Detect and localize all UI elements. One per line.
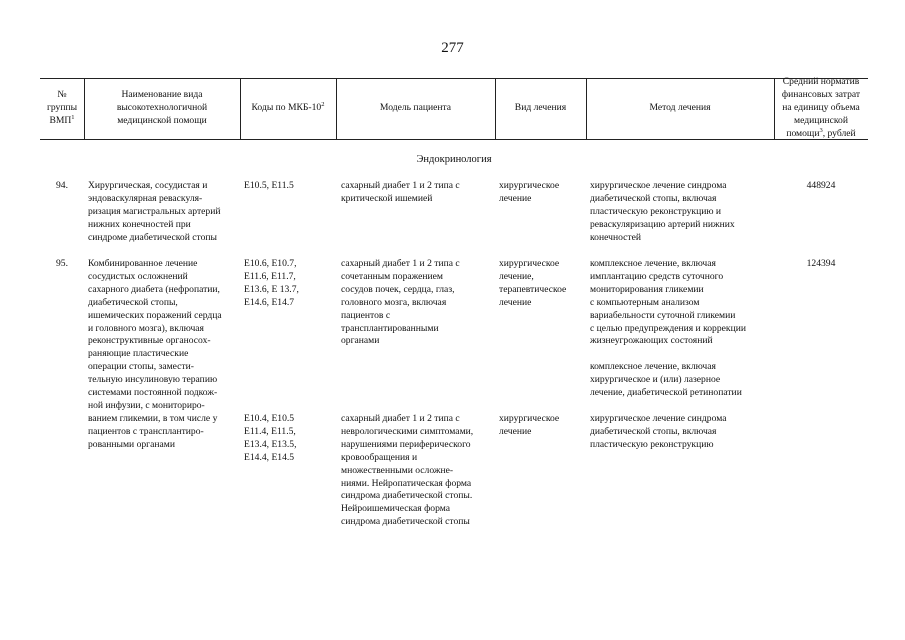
row-95a-patient-model: [341, 258, 460, 348]
text-line: ниями. Нейропатическая форма: [341, 477, 472, 489]
header-text-line: [47, 115, 77, 128]
text-line: нарушениями периферического: [341, 438, 471, 450]
text-line: ванием гликемии, в том числе у: [88, 412, 218, 424]
header-text: помощи: [786, 127, 820, 139]
text-line: с целью предупреждения и коррекции: [590, 322, 746, 334]
text-line: сочетанным поражением: [341, 270, 443, 282]
text-line: E14.6, E14.7: [244, 296, 295, 308]
text-line: комплексное лечение, включая: [590, 258, 716, 269]
text-line: ишемических поражений сердца: [88, 309, 222, 321]
text-line: сахарного диабета (нефропатии,: [88, 283, 220, 295]
text-line: хирургическое: [499, 258, 560, 269]
header-col-cost-norm: [774, 78, 868, 139]
text-line: лечение, диабетической ретинопатии: [590, 386, 742, 398]
text-line: синдрома диабетической стопы.: [341, 490, 473, 502]
text-line: критической ишемией: [341, 192, 433, 204]
row-95b-treatment-type: [499, 413, 559, 439]
row-95-care-type: [88, 258, 222, 452]
header-text: Коды по МКБ-10: [251, 102, 322, 114]
text-line: нижних конечностей при: [88, 218, 191, 230]
header-text-line: финансовых затрат: [781, 89, 861, 101]
row-95a-icd-codes: [244, 258, 299, 310]
text-line: лечение,: [499, 270, 534, 282]
text-line: лечение: [499, 192, 532, 204]
text-line: E13.4, E13.5,: [244, 438, 297, 450]
text-line: органами: [341, 335, 380, 347]
text-line: и головного мозга), включая: [88, 322, 204, 334]
text-line: диабетической стопы, включая: [590, 192, 717, 204]
text-line: системами постоянной подкож-: [88, 387, 218, 399]
text-line: имплантацию средств суточного: [590, 270, 724, 282]
header-bottom-rule: [40, 139, 868, 140]
text-line: синдроме диабетической стопы: [88, 231, 217, 243]
row-95a-treatment-method-1: [590, 258, 746, 348]
row-95a-treatment-type: [499, 258, 566, 310]
footnote-marker: 1: [71, 113, 75, 121]
header-text-line: высокотехнологичной: [116, 102, 208, 114]
row-95b-patient-model: [341, 413, 473, 529]
header-text-line: Наименование вида: [121, 89, 203, 101]
text-line: операции стопы, замести-: [88, 361, 194, 373]
header-text-line: Средний норматив: [782, 76, 860, 88]
header-patient-model-text: Модель пациента: [379, 102, 452, 114]
text-line: Нейроишемическая форма: [341, 503, 450, 515]
header-text: ВМП: [49, 114, 72, 126]
header-text-line: медицинской помощи: [117, 114, 207, 126]
text-line: ризация магистральных артерий: [88, 205, 221, 217]
text-line: пациентов с: [341, 309, 391, 321]
page-number: 277: [441, 40, 464, 56]
text-line: сахарный диабет 1 и 2 типа с: [341, 258, 460, 269]
row-94-cost: 448924: [806, 180, 836, 191]
text-line: конечностей: [590, 231, 641, 243]
text-line: сахарный диабет 1 и 2 типа с: [341, 180, 460, 191]
text-line: E14.4, E14.5: [244, 451, 295, 463]
row-95-cost: 124394: [806, 258, 836, 269]
text-line: E13.6, E 13.7,: [244, 283, 299, 295]
text-line: лечение: [499, 425, 532, 437]
row-94-icd-codes: [244, 180, 294, 193]
header-treatment-method-text: Метод лечения: [649, 102, 711, 114]
text-line: жизнеугрожающих состояний: [590, 335, 713, 347]
row-94-number: 94.: [56, 180, 68, 191]
text-line: с компьютерным анализом: [590, 296, 700, 308]
row-94-treatment-type: [499, 180, 559, 206]
text-line: тельную инсулиновую терапию: [88, 374, 218, 386]
row-95b-treatment-method: [590, 413, 727, 452]
text-line: диабетической стопы,: [88, 296, 178, 308]
text-line: хирургическое и (или) лазерное: [590, 373, 721, 385]
header-cost-norm-text: [782, 76, 860, 141]
header-text-line: №: [57, 89, 67, 101]
text-line: Комбинированное лечение: [88, 258, 198, 269]
text-line: хирургическое: [499, 180, 560, 191]
text-line: хирургическое: [499, 413, 560, 424]
text-line: хирургическое лечение синдрома: [590, 180, 727, 191]
header-col-patient-model: [336, 78, 495, 139]
text-line: комплексное лечение, включая: [590, 361, 716, 372]
row-94-patient-model: [341, 180, 460, 206]
text-line: трансплантированными: [341, 322, 439, 334]
header-icd-codes-text: [252, 102, 325, 115]
text-line: сосудов почек, сердца, глаз,: [341, 283, 455, 295]
text-line: Хирургическая, сосудистая и: [88, 180, 208, 191]
text-line: E11.6, E11.7,: [244, 270, 296, 282]
text-line: множественными осложне-: [341, 464, 454, 476]
text-line: E10.6, E10.7,: [244, 258, 297, 269]
row-95-number: 95.: [56, 258, 68, 269]
text-line: сосудистых осложнений: [88, 270, 188, 282]
row-94-treatment-method: [590, 180, 735, 245]
header-care-type-text: [117, 89, 207, 128]
text-line: пластическую реконструкцию и: [590, 205, 722, 217]
text-line: E11.4, E11.5,: [244, 425, 296, 437]
header-col-icd-codes: [240, 78, 336, 139]
header-text-line: группы: [46, 102, 78, 114]
text-line: лечение: [499, 296, 532, 308]
text-line: хирургическое лечение синдрома: [590, 413, 727, 424]
text-line: пластическую реконструкцию: [590, 438, 714, 450]
text-line: пациентов с трансплантиро-: [88, 425, 204, 437]
text-line: диабетической стопы, включая: [590, 425, 717, 437]
header-col-treatment-method: [586, 78, 774, 139]
header-text-line: на единицу объема: [782, 102, 860, 114]
header-text: , рублей: [822, 127, 856, 139]
header-group-number-text: [47, 89, 77, 128]
text-line: сахарный диабет 1 и 2 типа с: [341, 413, 460, 424]
text-line: реконструктивные органосох-: [88, 335, 211, 347]
header-col-care-type: [84, 78, 240, 139]
text-line: E10.5, E11.5: [244, 180, 294, 191]
text-line: неврологическими симптомами,: [341, 425, 474, 437]
text-line: мониторирования гликемии: [590, 283, 704, 295]
row-95a-treatment-method-2: [590, 361, 742, 400]
text-line: рованными органами: [88, 438, 175, 450]
text-line: синдрома диабетической стопы: [341, 516, 470, 528]
section-title: Эндокринология: [416, 154, 492, 165]
text-line: терапевтическое: [499, 283, 567, 295]
footnote-marker: 3: [819, 126, 823, 134]
header-col-treatment-type: [495, 78, 586, 139]
text-line: реваскуляризацию артерий нижних: [590, 218, 735, 230]
text-line: эндоваскулярная реваскуля-: [88, 192, 203, 204]
text-line: E10.4, E10.5: [244, 413, 295, 424]
text-line: вариабельности суточной гликемии: [590, 309, 736, 321]
text-line: ной инфузии, с мониториро-: [88, 399, 205, 411]
text-line: кровообращения и: [341, 451, 418, 463]
header-text-line: медицинской: [794, 114, 848, 126]
row-95b-icd-codes: [244, 413, 297, 465]
header-col-group-number: [40, 78, 84, 139]
header-treatment-type-text: Вид лечения: [514, 102, 567, 114]
text-line: раняющие пластические: [88, 348, 189, 360]
row-94-care-type: [88, 180, 220, 245]
footnote-marker: 2: [321, 101, 325, 109]
text-line: головного мозга, включая: [341, 296, 447, 308]
